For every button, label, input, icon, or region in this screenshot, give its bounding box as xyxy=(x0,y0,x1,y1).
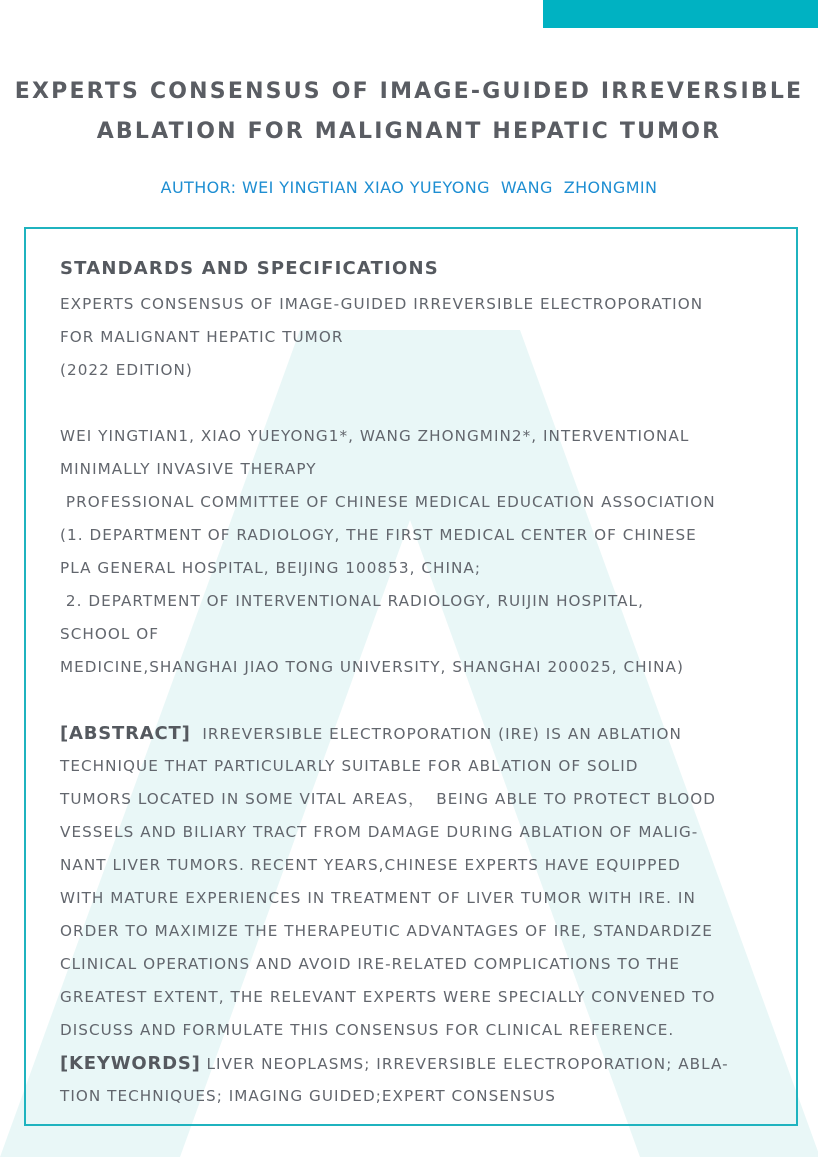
abstract-line-7: ORDER TO MAXIMIZE THE THERAPEUTIC ADVANTAGES OF IRE, STANDARDIZE xyxy=(60,922,713,940)
affiliation-line-8: MEDICINE,SHANGHAI JIAO TONG UNIVERSITY, SHANGHAI 200025, CHINA) xyxy=(60,658,684,676)
abstract-line-3: TUMORS LOCATED IN SOME VITAL AREAS， BEING ABLE TO PROTECT BLOOD xyxy=(60,790,716,808)
abstract-text-1: IRREVERSIBLE ELECTROPORATION (IRE) IS AN ABLATION xyxy=(190,725,682,743)
section-heading: STANDARDS AND SPECIFICATIONS xyxy=(60,258,439,279)
affiliation-line-6: 2. DEPARTMENT OF INTERVENTIONAL RADIOLOGY, RUIJIN HOSPITAL, xyxy=(60,592,644,610)
abstract-line-5: NANT LIVER TUMORS. RECENT YEARS,CHINESE EXPERTS HAVE EQUIPPED xyxy=(60,856,681,874)
keywords-line-2: TION TECHNIQUES; IMAGING GUIDED;EXPERT CONSENSUS xyxy=(60,1087,556,1105)
abstract-line-2: TECHNIQUE THAT PARTICULARLY SUITABLE FOR ABLATION OF SOLID xyxy=(60,757,639,775)
abstract-line-1 xyxy=(60,717,770,750)
author-line: AUTHOR: WEI YINGTIAN XIAO YUEYONG WANG ZHONGMIN xyxy=(160,178,658,197)
affiliation-line-5: PLA GENERAL HOSPITAL, BEIJING 100853, CHINA; xyxy=(60,559,481,577)
abstract-line-6: WITH MATURE EXPERIENCES IN TREATMENT OF LIVER TUMOR WITH IRE. IN xyxy=(60,889,696,907)
document-title xyxy=(0,72,818,152)
affiliation-line-1: WEI YINGTIAN1, XIAO YUEYONG1*, WANG ZHONGMIN2*, INTERVENTIONAL xyxy=(60,427,690,445)
affiliation-line-2: MINIMALLY INVASIVE THERAPY xyxy=(60,460,317,478)
keywords-text-1: LIVER NEOPLASMS; IRREVERSIBLE ELECTROPORATION; ABLA- xyxy=(200,1055,729,1073)
title-line-1: EXPERTS CONSENSUS OF IMAGE-GUIDED IRREVERSIBLE xyxy=(14,79,804,104)
abstract-line-8: CLINICAL OPERATIONS AND AVOID IRE-RELATED COMPLICATIONS TO THE xyxy=(60,955,681,973)
content-body xyxy=(60,255,770,1113)
keywords-label: [KEYWORDS] xyxy=(60,1053,201,1074)
affiliation-line-7: SCHOOL OF xyxy=(60,625,160,643)
edition-line: (2022 EDITION) xyxy=(60,361,193,379)
affiliation-line-3: PROFESSIONAL COMMITTEE OF CHINESE MEDICAL EDUCATION ASSOCIATION xyxy=(60,493,716,511)
title-line-2: ABLATION FOR MALIGNANT HEPATIC TUMOR xyxy=(96,119,722,144)
subtitle-line-1: EXPERTS CONSENSUS OF IMAGE-GUIDED IRREVERSIBLE ELECTROPORATION xyxy=(60,295,704,313)
abstract-line-4: VESSELS AND BILIARY TRACT FROM DAMAGE DURING ABLATION OF MALIG- xyxy=(60,823,699,841)
abstract-line-9: GREATEST EXTENT, THE RELEVANT EXPERTS WERE SPECIALLY CONVENED TO xyxy=(60,988,716,1006)
spacer xyxy=(60,387,770,420)
abstract-line-10: DISCUSS AND FORMULATE THIS CONSENSUS FOR CLINICAL REFERENCE. xyxy=(60,1021,675,1039)
affiliation-line-4: (1. DEPARTMENT OF RADIOLOGY, THE FIRST MEDICAL CENTER OF CHINESE xyxy=(60,526,697,544)
keywords-line-1 xyxy=(60,1047,770,1080)
abstract-label: [ABSTRACT] xyxy=(60,723,191,744)
spacer xyxy=(60,684,770,717)
subtitle-line-2: FOR MALIGNANT HEPATIC TUMOR xyxy=(60,328,344,346)
